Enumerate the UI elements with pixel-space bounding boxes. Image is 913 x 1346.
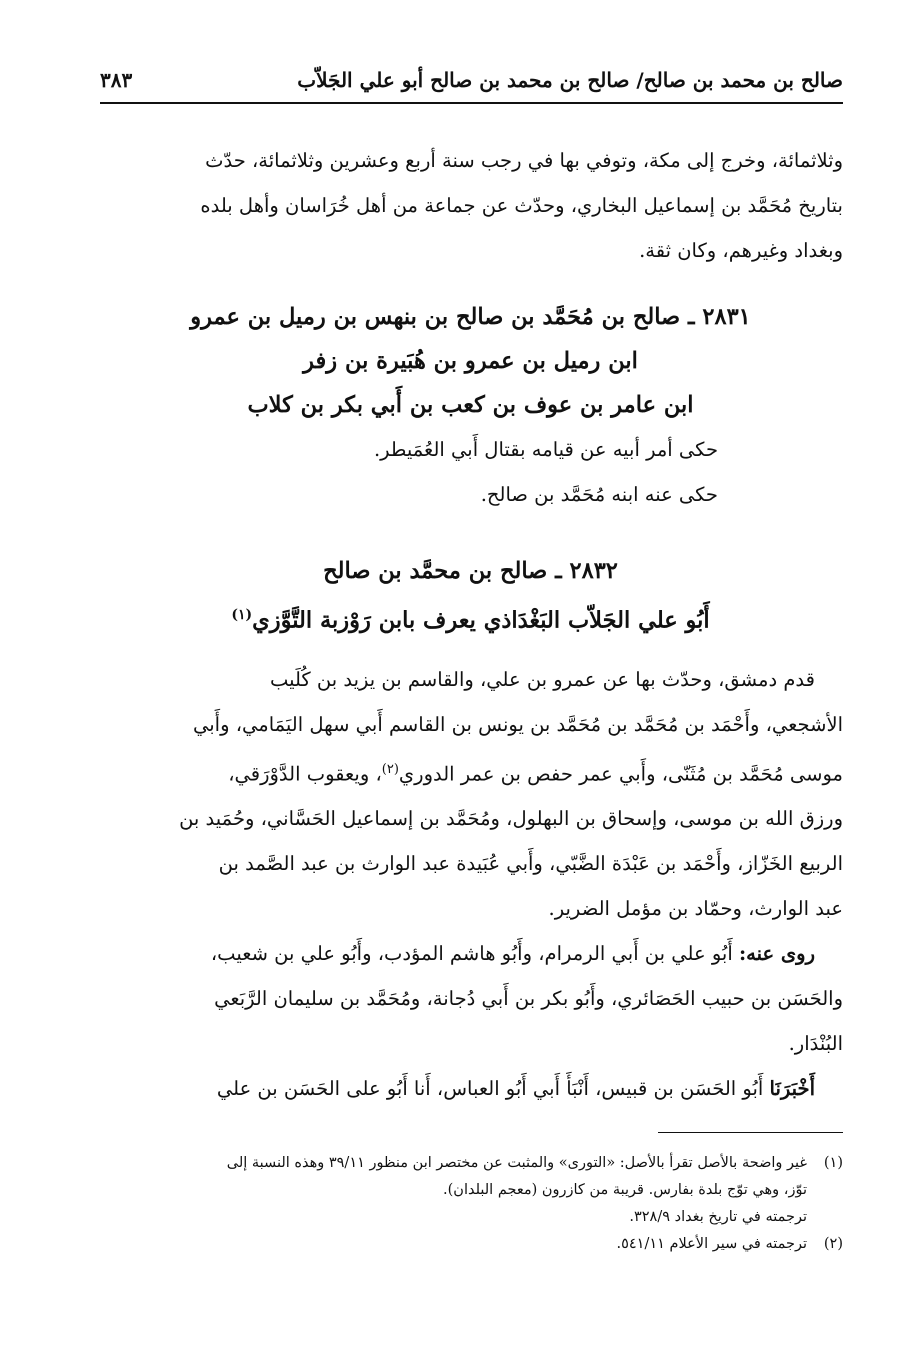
paragraph-line: [98, 931, 843, 976]
spacer: [98, 517, 843, 549]
footnote-line: ترجمته في تاريخ بغداد ٣٢٨/٩.: [629, 1209, 807, 1225]
footnote: [98, 1150, 843, 1177]
paragraph-line: والحَسَن بن حبيب الحَصَائري، وأَبُو بكر بن أَبي دُجانة، ومُحَمَّد بن سليمان الرَّبَعي: [214, 987, 843, 1010]
running-header: [100, 62, 843, 102]
footnote-marker: (٢): [823, 1236, 843, 1252]
footnote-marker: (١): [823, 1155, 843, 1171]
footnote-rule: [658, 1132, 843, 1133]
footnote-ref: (٢): [381, 761, 399, 777]
footnote-ref: (١): [231, 607, 253, 623]
intro-line: بتاريخ مُحَمَّد بن إسماعيل البخاري، وحدّث عن جماعة من أهل خُرَاسان وأهل بلده: [200, 194, 843, 217]
paragraph-text: موسى مُحَمَّد بن مُثَنّى، وأَبي عمر حفص بن عمر الدوري: [398, 762, 843, 785]
paragraph-line: [98, 747, 843, 797]
paragraph-line: [98, 1066, 843, 1111]
paragraph-line: الربيع الخَزّاز، وأَحْمَد بن عَبْدَة الضَّبّي، وأَبي عُبَيدة عبد الوارث بن عبد الصَّمد بن: [218, 852, 843, 875]
entry-2832-heading-text: أَبُو علي الجَلاّب البَغْدَاذي يعرف بابن رَوْزبة التَّوَّزي: [252, 607, 710, 634]
intro-line: وثلاثمائة، وخرج إلى مكة، وتوفي بها في رجب سنة أربع وعشرين وثلاثمائة، حدّث: [205, 149, 843, 172]
page-body: [98, 138, 843, 1111]
spacer: [98, 643, 843, 657]
paragraph-text: ، ويعقوب الدَّوْرَقي،: [228, 762, 382, 785]
paragraph-line: الأشجعي، وأَحْمَد بن مُحَمَّد بن مُحَمَّد بن يونس بن القاسم أَبي سهل اليَمَامي، وأَبي: [193, 712, 843, 736]
footnote: [98, 1231, 843, 1258]
spacer: [98, 273, 843, 295]
entry-2832-heading-line: [98, 593, 843, 643]
footnotes: [98, 1150, 843, 1258]
header-rule: [100, 102, 843, 104]
page-number: ٣٨٣: [100, 68, 133, 92]
paragraph-line: قدم دمشق، وحدّث بها عن عمرو بن علي، والقاسم بن يزيد بن كُلَيب: [269, 667, 815, 691]
akhbarana-label: أَخْبَرَنَا: [769, 1077, 815, 1100]
footnote-text: غير واضحة بالأصل تقرأ بالأصل: «التورى» والمثبت عن مختصر ابن منظور ٣٩/١١ وهذه النسبة إلى: [226, 1155, 807, 1171]
entry-2831-heading-line: ٢٨٣١ ـ صالح بن مُحَمَّد بن صالح بن بنهس بن رميل بن عمرو: [190, 304, 751, 330]
rawa-label: روى عنه:: [738, 942, 815, 965]
paragraph-line: ورزق الله بن موسى، وإسحاق بن البهلول، ومُحَمَّد بن إسماعيل الحَسَّاني، وحُمَيد بن: [179, 807, 843, 830]
paragraph-line: البُنْدَار.: [788, 1032, 843, 1055]
footnote-text: ترجمته في سير الأعلام ٥٤١/١١.: [616, 1236, 807, 1252]
intro-line: وبغداد وغيرهم، وكان ثقة.: [639, 239, 843, 262]
paragraph-text: أَبُو الحَسَن بن قبيس، أَنْبَأَ أَبي أَبُو العباس، أَنا أَبُو على الحَسَن بن علي: [216, 1077, 770, 1100]
entry-2831-line: حكى عنه ابنه مُحَمَّد بن صالح.: [480, 483, 718, 506]
entry-2831-heading-line: ابن رميل بن عمرو بن هُبَيرة بن زفر: [303, 348, 638, 374]
paragraph-line: عبد الوارث، وحمّاد بن مؤمل الضرير.: [548, 897, 843, 920]
footnote-line: توّز، وهي توّج بلدة بفارس. قريبة من كازرون (معجم البلدان).: [443, 1182, 807, 1198]
running-title: صالح بن محمد بن صالح/ صالح بن محمد بن صالح أبو علي الجَلاّب: [297, 68, 843, 92]
paragraph-text: أَبُو علي بن أَبي الرمرام، وأَبُو هاشم المؤدب، وأَبُو علي بن شعيب،: [210, 942, 739, 965]
entry-2831-line: حكى أمر أبيه عن قيامه بقتال أَبي العُمَيطر.: [373, 438, 718, 461]
entry-2832-heading-line: ٢٨٣٢ ـ صالح بن محمَّد بن صالح: [323, 558, 618, 584]
entry-2831-heading-line: ابن عامر بن عوف بن كعب بن أَبي بكر بن كلاب: [247, 392, 694, 418]
